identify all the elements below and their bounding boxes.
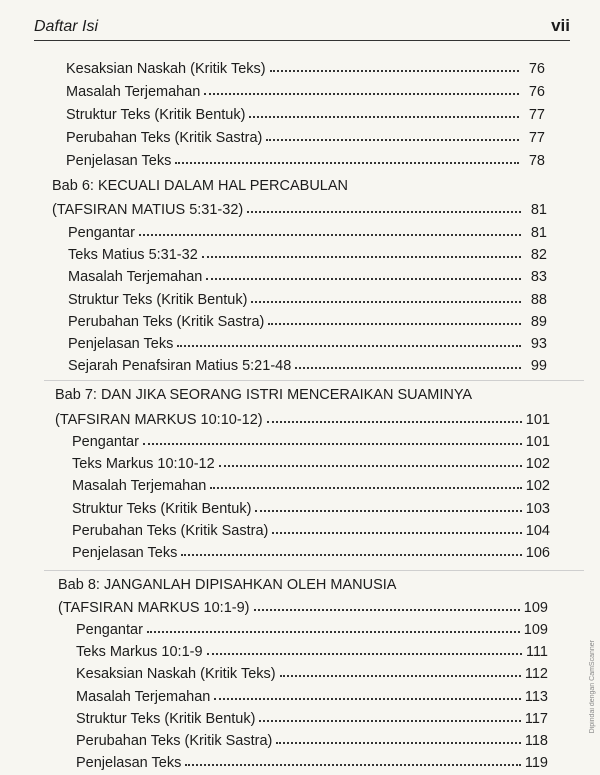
toc-entry [66, 55, 545, 77]
toc-entry-label: Pengantar [72, 434, 139, 450]
toc-entry-page: 106 [525, 545, 550, 561]
dot-leader [204, 92, 519, 95]
header-page-number: vii [551, 16, 570, 35]
toc-entry [68, 352, 547, 374]
toc-entry [66, 147, 545, 169]
toc-entry [72, 495, 550, 517]
toc-entry-page: 76 [528, 61, 545, 77]
dot-leader [295, 366, 521, 369]
toc-entry-page: 78 [528, 153, 545, 169]
toc-entry-label: Struktur Teks (Kritik Bentuk) [66, 107, 246, 123]
toc-entry [68, 330, 547, 352]
toc-entry-page: 76 [528, 84, 545, 100]
toc-entry [72, 517, 550, 539]
toc-entry-page: 117 [524, 710, 548, 727]
toc-entry-label: Masalah Terjemahan [66, 84, 201, 100]
chapter-title: Bab 7: DAN JIKA SEORANG ISTRI MENCERAIKAN SUAMINYA [55, 387, 473, 403]
toc-entry [55, 406, 550, 428]
toc-entry [68, 219, 547, 241]
dot-leader [251, 300, 521, 303]
toc-entry [72, 450, 550, 472]
toc-entry-label: Perubahan Teks (Kritik Sastra) [72, 522, 269, 539]
toc-entry-label: Perubahan Teks (Kritik Sastra) [66, 130, 263, 146]
toc-entry [58, 594, 548, 616]
dot-leader [147, 630, 520, 633]
toc-entry-label: Sejarah Penafsiran Matius 5:21-48 [68, 358, 292, 375]
toc-entry [68, 308, 547, 330]
toc-entry-page: 88 [530, 291, 547, 308]
toc-entry-label: (TAFSIRAN MATIUS 5:31-32) [52, 202, 244, 218]
dot-leader [207, 652, 522, 655]
toc-entry-page: 101 [525, 434, 550, 450]
toc-entry-label: Masalah Terjemahan [68, 269, 203, 286]
header-title: Daftar Isi [34, 18, 99, 35]
toc-entry-label: Struktur Teks (Kritik Bentuk) [68, 291, 248, 308]
dot-leader [139, 233, 521, 236]
toc-entry [76, 705, 548, 727]
toc-entry-page: 89 [530, 313, 547, 330]
toc-entry-page: 119 [524, 755, 548, 772]
dot-leader [268, 322, 521, 325]
toc-entry-label: Teks Markus 10:1-9 [76, 644, 203, 661]
toc-entry-label: Penjelasan Teks [72, 545, 178, 561]
toc-entry-page: 81 [530, 202, 547, 218]
toc-entry-label: Pengantar [68, 225, 135, 241]
dot-leader [255, 509, 521, 512]
toc-entry [68, 241, 547, 263]
dot-leader [270, 69, 519, 72]
dot-leader [259, 719, 520, 722]
page-header [34, 14, 570, 41]
toc-entry-label: Teks Matius 5:31-32 [68, 247, 198, 264]
toc-entry-label: Penjelasan Teks [76, 755, 182, 772]
toc-entry [76, 660, 548, 682]
toc-entry [66, 101, 545, 123]
dot-leader [143, 442, 522, 445]
toc-entry-label: Perubahan Teks (Kritik Sastra) [76, 733, 273, 749]
toc-entry-page: 93 [530, 336, 547, 352]
toc-entry-page: 109 [523, 600, 548, 616]
toc-entry-label: (TAFSIRAN MARKUS 10:10-12) [55, 412, 263, 428]
dot-leader [247, 210, 521, 213]
toc-entry-page: 111 [525, 644, 548, 661]
dot-leader [276, 741, 521, 744]
dot-leader [177, 344, 521, 347]
scanner-watermark: Dipindai dengan CamScanner [589, 640, 596, 734]
toc-entry-label: Struktur Teks (Kritik Bentuk) [72, 500, 252, 517]
chapter-title: Bab 8: JANGANLAH DIPISAHKAN OLEH MANUSIA [58, 577, 397, 593]
toc-entry-page: 102 [525, 456, 550, 473]
toc-entry-label: Kesaksian Naskah (Kritik Teks) [76, 666, 276, 683]
toc-entry-page: 118 [524, 733, 548, 749]
toc-entry-page: 77 [528, 130, 545, 146]
toc-entry [66, 78, 545, 100]
dot-leader [210, 486, 521, 489]
toc-entry [76, 683, 548, 705]
dot-leader [202, 255, 521, 258]
toc-entry-page: 82 [530, 247, 547, 264]
dot-leader [185, 763, 521, 766]
chapter-title: Bab 6: KECUALI DALAM HAL PERCABULAN [52, 178, 349, 194]
toc-entry [76, 749, 548, 771]
toc-entry [72, 539, 550, 561]
dot-leader [254, 608, 520, 611]
toc-entry-label: Masalah Terjemahan [76, 688, 211, 705]
dot-leader [280, 674, 521, 677]
toc-entry-label: Struktur Teks (Kritik Bentuk) [76, 710, 256, 727]
toc-entry-label: Masalah Terjemahan [72, 478, 207, 495]
toc-entry [68, 263, 547, 285]
toc-entry-page: 77 [528, 107, 545, 123]
toc-entry-label: Perubahan Teks (Kritik Sastra) [68, 313, 265, 330]
toc-entry-page: 103 [525, 500, 550, 517]
dot-leader [267, 420, 522, 423]
toc-entry-label: Pengantar [76, 622, 143, 638]
toc-entry-page: 112 [524, 666, 548, 683]
toc-entry-label: Kesaksian Naskah (Kritik Teks) [66, 61, 266, 77]
toc-entry-label: (TAFSIRAN MARKUS 10:1-9) [58, 600, 250, 616]
toc-entry-page: 104 [525, 522, 550, 539]
toc-entry-label: Teks Markus 10:10-12 [72, 456, 215, 473]
toc-entry-page: 83 [530, 269, 547, 286]
toc-entry-page: 113 [524, 688, 548, 705]
toc-entry-page: 99 [530, 358, 547, 375]
toc-entry-page: 101 [525, 412, 550, 428]
toc-entry-label: Penjelasan Teks [66, 153, 172, 169]
toc-entry [76, 638, 548, 660]
toc-entry [72, 472, 550, 494]
toc-entry [76, 616, 548, 638]
toc-entry [68, 286, 547, 308]
toc-entry [72, 428, 550, 450]
toc-entry [66, 124, 545, 146]
dot-leader [266, 138, 519, 141]
toc-entry-page: 109 [523, 622, 548, 638]
toc-entry-page: 81 [530, 225, 547, 241]
toc-entry-label: Penjelasan Teks [68, 336, 174, 352]
dot-leader [175, 161, 519, 164]
dot-leader [272, 531, 521, 534]
dot-leader [214, 697, 521, 700]
toc-entry [52, 196, 547, 218]
dot-leader [181, 553, 521, 556]
toc-entry-page: 102 [525, 478, 550, 495]
dot-leader [249, 115, 519, 118]
dot-leader [206, 277, 521, 280]
toc-entry [76, 727, 548, 749]
dot-leader [219, 464, 522, 467]
